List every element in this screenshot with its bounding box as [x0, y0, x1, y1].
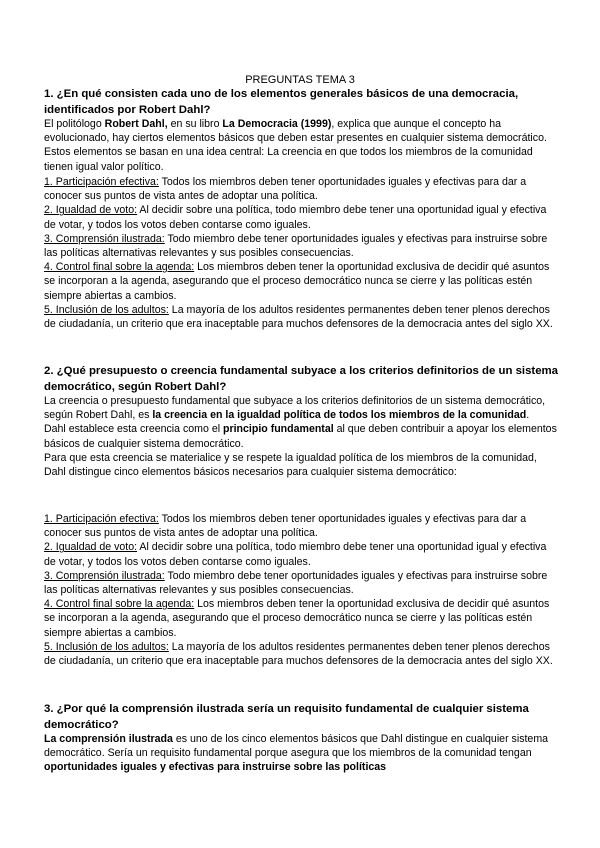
question-3-answer — [44, 732, 558, 775]
list-item: 3. Comprensión ilustrada: Todo miembro debe tener oportunidades iguales y efectivas para instruirse sobre las políticas alternativas relevantes y sus posibles consecuencias. — [44, 569, 548, 597]
question-2-answer — [44, 394, 558, 479]
list-item: 2. Igualdad de voto: Al decidir sobre una política, todo miembro debe tener una oportunidad igual y efectiva de votar, y todos los votos deben contarse como iguales. — [44, 204, 547, 231]
elements-list-2 — [44, 512, 558, 668]
elements-list-1 — [44, 175, 558, 331]
question-1-intro — [44, 117, 558, 174]
list-item: 5. Inclusión de los adultos: La mayoría de los adultos residentes permanentes deben tener plenos derechos de ciudadanía, un criterio que era inaceptable para muchos defensores de la democracia antes del siglo XX. — [44, 640, 553, 668]
list-item: 5. Inclusión de los adultos: La mayoría de los adultos residentes permanentes deben tener plenos derechos de ciudadanía, un criterio que era inaceptable para muchos defensores de la democracia antes del siglo XX. — [44, 303, 553, 331]
question-1-heading: 1. ¿En qué consisten cada uno de los elementos generales básicos de una democracia, identificados por Robert Dahl? — [44, 88, 519, 116]
list-item: 3. Comprensión ilustrada: Todo miembro debe tener oportunidades iguales y efectivas para instruirse sobre las políticas alternativas relevantes y sus posibles consecuencias. — [44, 232, 548, 260]
list-item: 4. Control final sobre la agenda: Los miembros deben tener la oportunidad exclusiva de decidir qué asuntos se incorporan a la agenda, asegurando que el proceso democrático nunca se cierre y las políticas estén siempre abiertas a cambios. — [44, 598, 550, 639]
list-item: 4. Control final sobre la agenda: Los miembros deben tener la oportunidad exclusiva de decidir qué asuntos se incorporan a la agenda, asegurando que el proceso democrático nunca se cierre y las políticas estén siempre abiertas a cambios. — [44, 261, 550, 302]
question-2-heading: 2. ¿Qué presupuesto o creencia fundamental subyace a los criterios definitorios de un sistema democrático, según Robert Dahl? — [44, 365, 558, 393]
answer-paragraph: La comprensión ilustrada es uno de los cinco elementos básicos que Dahl distingue en cualquier sistema democrático. Sería un requisito fundamental porque asegura que los miembros de la comunidad tengan oportunidades iguales y efectivas para instruirse sobre las políticas — [44, 733, 549, 774]
document-title: PREGUNTAS TEMA 3 — [245, 74, 355, 86]
list-item: 2. Igualdad de voto: Al decidir sobre una política, todo miembro debe tener una oportunidad igual y efectiva de votar, y todos los votos deben contarse como iguales. — [44, 541, 547, 568]
answer-paragraph-3: Para que esta creencia se materialice y se respete la igualdad política de los miembros de la comunidad, Dahl distingue cinco elementos básicos necesarios para cualquier sistema democrático: — [44, 451, 537, 479]
intro-paragraph: El politólogo Robert Dahl, en su libro La Democracia (1999), explica que aunque el concepto ha evolucionado, hay ciertos elementos básicos que deben estar presentes en cualquier sistema democrático. Estos elementos se basan en una idea central: La creencia en que todos los miembros de la comunidad tienen igual valor político. — [44, 118, 547, 173]
list-item: 1. Participación efectiva: Todos los miembros deben tener oportunidades iguales y efectivas para dar a conocer sus puntos de vista antes de adoptar una política. — [44, 513, 527, 540]
answer-paragraph-1: La creencia o presupuesto fundamental que subyace a los criterios definitorios de un sistema democrático, según Robert Dahl, es la creencia en la igualdad política de todos los miembros de la comunidad. — [44, 395, 546, 422]
list-item: 1. Participación efectiva: Todos los miembros deben tener oportunidades iguales y efectivas para dar a conocer sus puntos de vista antes de adoptar una política. — [44, 176, 527, 203]
question-3-heading: 3. ¿Por qué la comprensión ilustrada sería un requisito fundamental de cualquier sistema democrático? — [44, 703, 529, 731]
answer-paragraph-2: Dahl establece esta creencia como el principio fundamental al que deben contribuir a apoyar los elementos básicos de cualquier sistema democrático. — [44, 423, 557, 450]
